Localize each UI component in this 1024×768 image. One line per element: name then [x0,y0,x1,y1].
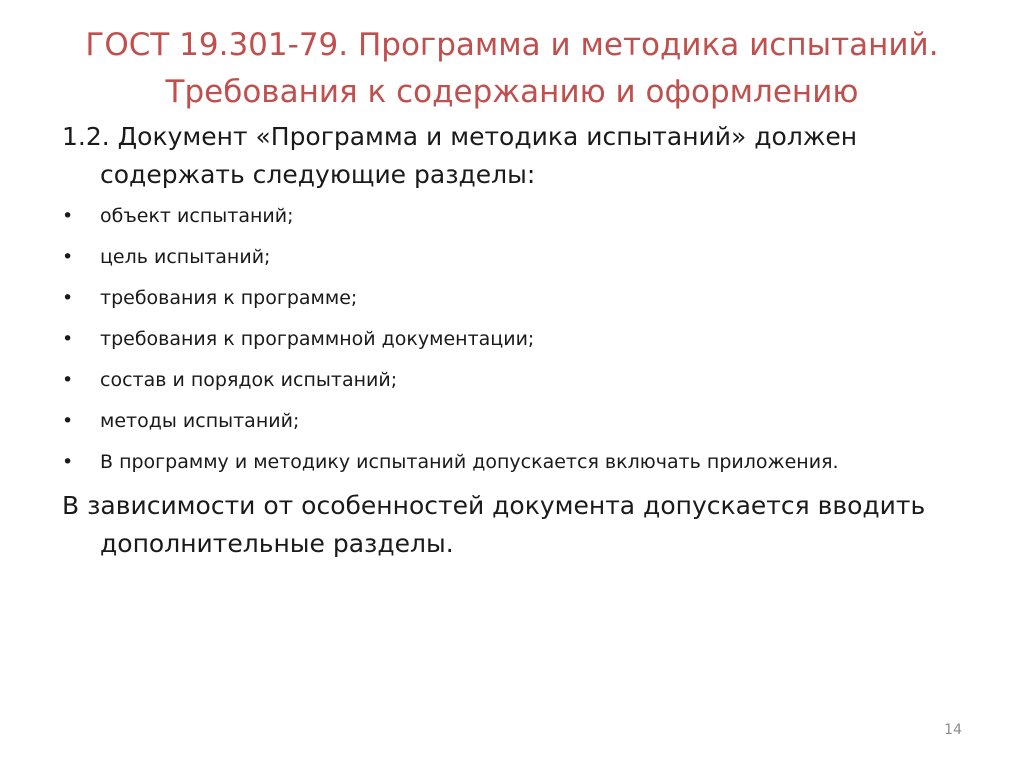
list-item [62,405,962,437]
bullet-icon: • [62,328,74,350]
list-item-text: состав и порядок испытаний; [100,369,398,391]
list-item [62,200,962,232]
list-item [62,323,962,355]
list-item-text: требования к программе; [100,287,358,309]
list-item-text: методы испытаний; [100,410,300,432]
list-item [62,241,962,273]
slide-title-line-1: ГОСТ 19.301-79. Программа и методика испытаний. [85,27,939,63]
slide-title-line-2: Требования к содержанию и оформлению [165,74,859,110]
bullet-icon: • [62,369,74,391]
intro-paragraph: 1.2. Документ «Программа и методика испытаний» должен содержать следующие разделы: [62,122,858,189]
closing-paragraph: В зависимости от особенностей документа допускается вводить дополнительные разделы. [62,491,926,558]
bullet-icon: • [62,451,74,473]
list-item [62,446,962,478]
bullet-icon: • [62,205,74,227]
list-item [62,282,962,314]
slide-body [62,118,962,563]
page-number: 14 [944,722,962,738]
slide-title [40,22,984,116]
sections-list [62,200,962,478]
list-item [62,364,962,396]
list-item-text: требования к программной документации; [100,328,535,350]
list-item-text: объект испытаний; [100,205,294,227]
list-item-text: цель испытаний; [100,246,271,268]
bullet-icon: • [62,287,74,309]
bullet-icon: • [62,410,74,432]
list-item-text: В программу и методику испытаний допускается включать приложения. [100,451,839,473]
bullet-icon: • [62,246,74,268]
